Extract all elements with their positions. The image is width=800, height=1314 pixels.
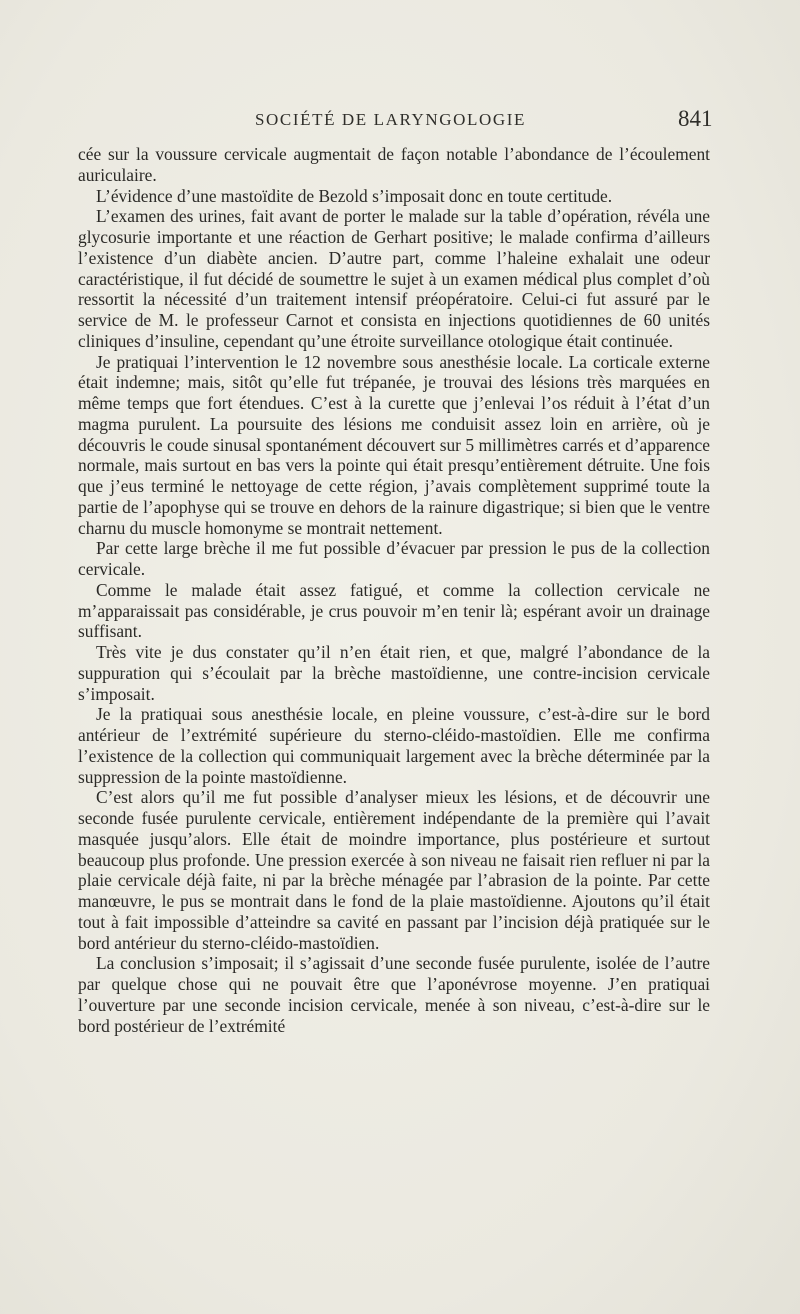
running-header bbox=[0, 106, 800, 136]
body-text bbox=[78, 144, 710, 1036]
paragraph-9: C’est alors qu’il me fut possible d’analyser mieux les lésions, et de découvrir une seconde fusée purulente cervicale, entièrement indépendante de la première qui l’avait masquée jusqu’alors. Elle était de moindre importance, plus postérieure et surtout beaucoup plus profonde. Une pression exercée à son niveau ne faisait rien refluer ni par la plaie cervicale déjà faite, ni par la brèche ménagée par l’abrasion de la pointe. Par cette manœuvre, le pus se montrait dans le fond de la plaie mastoïdienne. Ajoutons qu’il était tout à fait impossible d’atteindre sa cavité en passant par l’incision déjà pratiquée sur le bord antérieur du sterno-cléido-mastoïdien. bbox=[78, 787, 710, 953]
paragraph-5: Par cette large brèche il me fut possible d’évacuer par pression le pus de la collection cervicale. bbox=[78, 538, 710, 579]
paragraph-10: La conclusion s’imposait; il s’agissait d’une seconde fusée purulente, isolée de l’autre par quelque chose qui ne pouvait être que l’aponévrose moyenne. J’en pratiquai l’ouverture par une seconde incision cervicale, menée à son niveau, c’est-à-dire sur le bord postérieur de l’extrémité bbox=[78, 953, 710, 1036]
paragraph-3: L’examen des urines, fait avant de porter le malade sur la table d’opération, révéla une glycosurie importante et une réaction de Gerhart positive; le malade confirma d’ailleurs l’existence d’un diabète ancien. D’autre part, comme l’haleine exhalait une odeur caractéristique, il fut décidé de soumettre le sujet à un examen médical plus complet d’où ressortit la nécessité d’un traitement intensif préopératoire. Celui-ci fut assuré par le service de M. le professeur Carnot et consista en injections quotidiennes de 60 unités cliniques d’insuline, cependant qu’une étroite surveillance otologique était continuée. bbox=[78, 206, 710, 351]
paragraph-4: Je pratiquai l’intervention le 12 novembre sous anesthésie locale. La corticale externe était indemne; mais, sitôt qu’elle fut trépanée, je trouvai des lésions très marquées en même temps que fort étendues. C’est à la curette que j’enlevai l’os réduit à l’état d’un magma purulent. La poursuite des lésions me conduisit assez loin en arrière, où je découvris le coude sinusal spontanément découvert sur 5 millimètres carrés et d’apparence normale, mais surtout en bas vers la pointe qui était presqu’entièrement détruite. Une fois que j’eus terminé le nettoyage de cette région, j’avais complètement supprimé toute la partie de l’apophyse qui se trouve en dehors de la rainure digastrique; si bien que le ventre charnu du muscle homonyme se montrait nettement. bbox=[78, 351, 710, 538]
paragraph-7: Très vite je dus constater qu’il n’en était rien, et que, malgré l’abondance de la suppuration qui s’écoulait par la brèche mastoïdienne, une contre-incision cervicale s’imposait. bbox=[78, 642, 710, 704]
running-title: SOCIÉTÉ DE LARYNGOLOGIE bbox=[255, 110, 526, 129]
page-number: 841 bbox=[678, 106, 713, 131]
paragraph-1: cée sur la voussure cervicale augmentait de façon notable l’abondance de l’écoulement auriculaire. bbox=[78, 144, 710, 185]
paragraph-2: L’évidence d’une mastoïdite de Bezold s’imposait donc en toute certitude. bbox=[96, 185, 613, 206]
paragraph-8: Je la pratiquai sous anesthésie locale, en pleine voussure, c’est-à-dire sur le bord antérieur de l’extrémité supérieure du sterno-cléido-mastoïdien. Elle me confirma l’existence de la collection qui communiquait largement avec la brèche déterminée par la suppression de la pointe mastoïdienne. bbox=[78, 704, 710, 787]
paragraph-6: Comme le malade était assez fatigué, et comme la collection cervicale ne m’apparaissait pas considérable, je crus pouvoir m’en tenir là; espérant avoir un drainage suffisant. bbox=[78, 579, 710, 642]
